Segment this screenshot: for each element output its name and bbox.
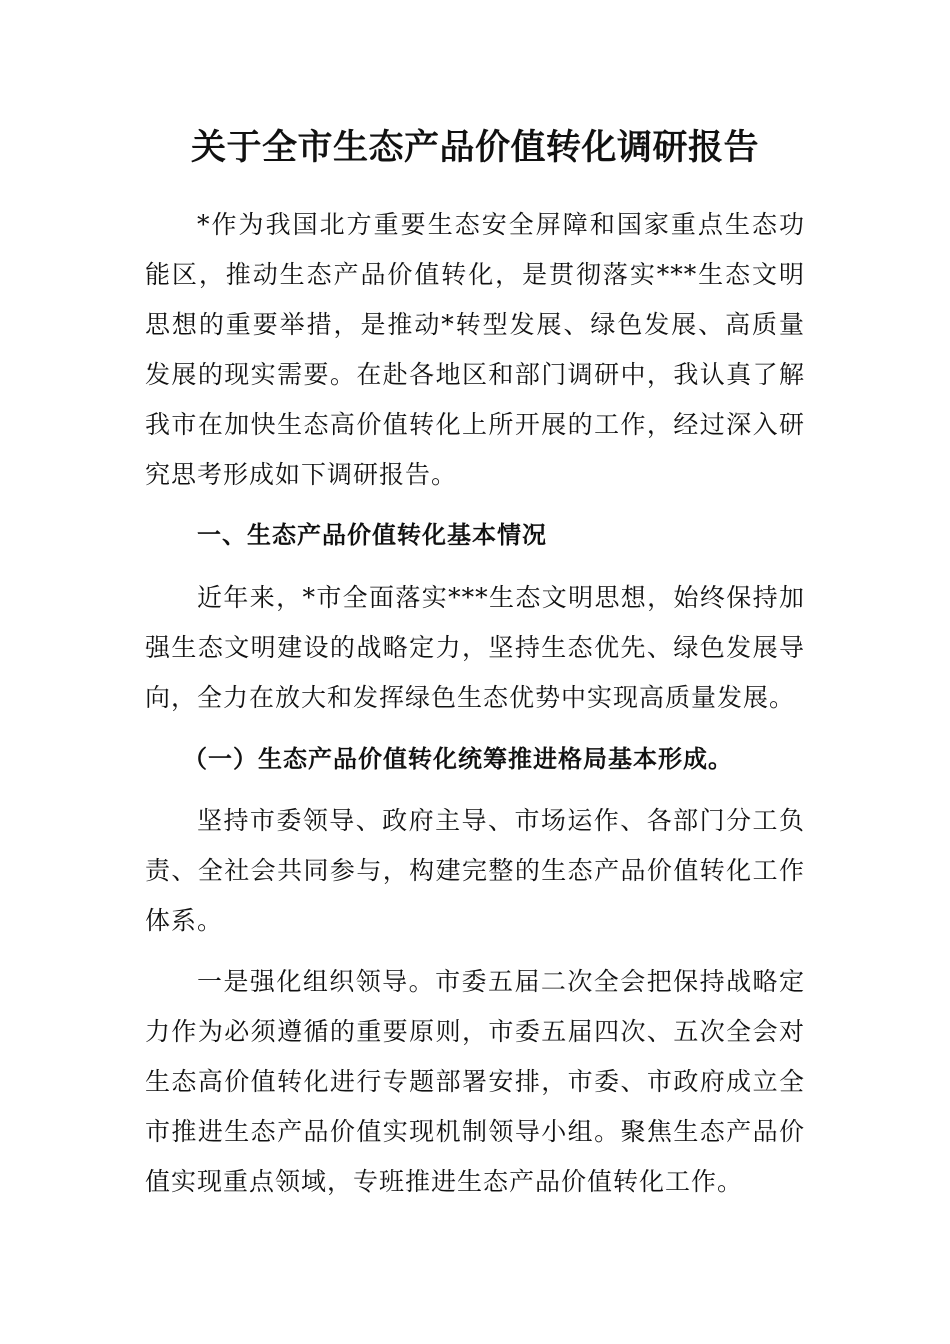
section-body-paragraph: 近年来，*市全面落实***生态文明思想，始终保持加强生态文明建设的战略定力，坚持生态优先、绿色发展导向，全力在放大和发挥绿色生态优势中实现高质量发展。: [145, 583, 805, 712]
section-heading: 一、生态产品价值转化基本情况: [197, 521, 547, 549]
intro-paragraph: *作为我国北方重要生态安全屏障和国家重点生态功能区，推动生态产品价值转化，是贯彻落实***生态文明思想的重要举措，是推动*转型发展、绿色发展、高质量发展的现实需要。在赴各地区和部门调研中，我认真了解我市在加快生态高价值转化上所开展的工作，经过深入研究思考形成如下调研报告。: [145, 210, 805, 489]
point-paragraph: 一是强化组织领导。市委五届二次全会把保持战略定力作为必须遵循的重要原则，市委五届四次、五次全会对生态高价值转化进行专题部署安排，市委、市政府成立全市推进生态产品价值实现机制领导小组。聚焦生态产品价值实现重点领域，专班推进生态产品价值转化工作。: [145, 967, 805, 1196]
document-title: 关于全市生态产品价值转化调研报告: [190, 127, 759, 168]
subsection-heading: （一）生态产品价值转化统筹推进格局基本形成。: [183, 745, 733, 773]
subsection-body-paragraph: 坚持市委领导、政府主导、市场运作、各部门分工负责、全社会共同参与，构建完整的生态产品价值转化工作体系。: [145, 806, 805, 935]
